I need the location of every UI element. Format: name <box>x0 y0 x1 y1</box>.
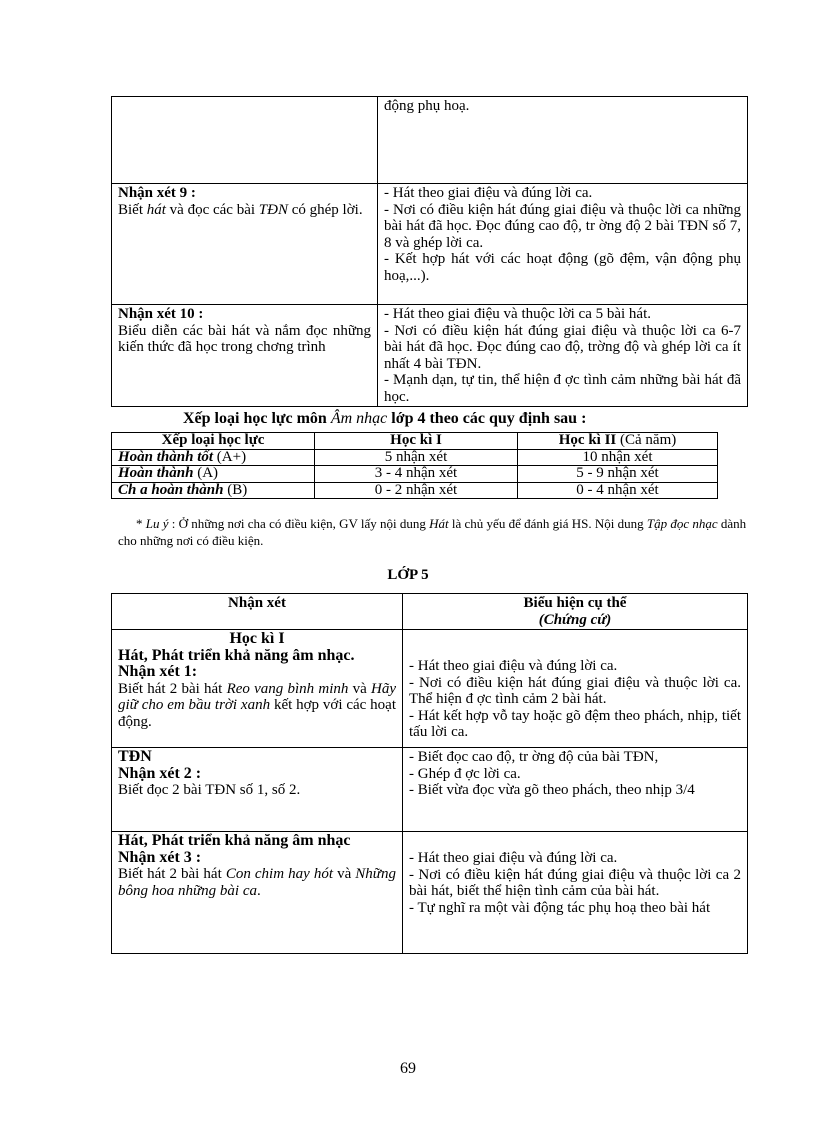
assessment-title: Nhận xét 1: <box>118 663 198 680</box>
grade-heading: LỚP 5 <box>387 567 429 583</box>
assessment-description: Biết hát và đọc các bài TĐN có ghép lời. <box>118 201 363 218</box>
criteria-text: - Nơi có điều kiện hát đúng giai điệu và thuộc lời ca. Thể hiện đ ợc tình cảm 2 bài hát. <box>409 674 741 707</box>
table-cell <box>378 305 748 407</box>
criteria-text: - Biết đọc cao độ, tr ờng độ của bài TĐN, <box>409 749 659 765</box>
assessment-title: Nhận xét 2 : <box>118 764 202 782</box>
table-cell: 0 - 2 nhận xét <box>315 482 518 499</box>
criteria-text: - Hát theo giai điệu và thuộc lời ca 5 bài hát. <box>384 306 652 322</box>
table-row <box>112 449 718 466</box>
table-row <box>112 97 748 184</box>
criteria-text: - Hát kết hợp vỗ tay hoặc gõ đệm theo phách, nhịp, tiết tấu lời ca. <box>409 707 741 740</box>
column-header: Nhận xét <box>112 594 403 630</box>
criteria-text: - Hát theo giai điệu và đúng lời ca. <box>384 185 593 201</box>
column-header: Học kì II (Cả năm) <box>518 433 718 450</box>
criteria-text: - Biết vừa đọc vừa gõ theo phách, theo nhịp 3/4 <box>409 782 695 798</box>
criteria-text: - Mạnh dạn, tự tin, thể hiện đ ợc tình cảm những bài hát đã học. <box>384 372 741 405</box>
table-row <box>112 184 748 305</box>
grading-heading: Xếp loại học lực môn Âm nhạc lớp 4 theo các quy định sau : <box>183 410 587 427</box>
table-row <box>112 748 748 832</box>
criteria-text: - Nơi có điều kiện hát đúng giai điệu và thuộc lời ca 6-7 bài hát đã học. Đọc đúng cao độ, trờng độ và ghép lời ca ít nhất 4 bài TĐN. <box>384 322 741 372</box>
table-row <box>112 630 748 748</box>
grading-table <box>111 432 718 499</box>
table-cell <box>403 832 748 954</box>
assessment-title: Nhận xét 3 : <box>118 848 202 866</box>
assessment-table-grade5 <box>111 593 748 954</box>
note-paragraph: * Lu ý : Ở những nơi cha có điều kiện, GV lấy nội dung Hát là chủ yếu để đánh giá HS. Nội dung Tập đọc nhạc dành cho những nơi có điều kiện. <box>118 516 747 548</box>
topic-title: Hát, Phát triển khả năng âm nhạc <box>118 832 351 849</box>
assessment-description: Biết hát 2 bài hát Con chim hay hót và Những bông hoa những bài ca. <box>118 866 396 899</box>
grade-label: Hoàn thành (A) <box>112 466 315 483</box>
table-row <box>112 482 718 499</box>
table-cell: 5 nhận xét <box>315 449 518 466</box>
topic-title: Hát, Phát triển khả năng âm nhạc. <box>118 646 355 664</box>
criteria-text: - Ghép đ ợc lời ca. <box>409 765 521 782</box>
grade-label: Ch a hoàn thành (B) <box>112 482 315 499</box>
column-header: Biểu hiện cụ thể (Chứng cứ) <box>403 594 748 630</box>
assessment-description: Biết đọc 2 bài TĐN số 1, số 2. <box>118 782 301 798</box>
table-row <box>112 305 748 407</box>
assessment-description: Biểu diễn các bài hát và nắm đọc những kiến thức đã học trong chơng trình <box>118 322 371 355</box>
table-header-row <box>112 594 748 630</box>
assessment-description: Biết hát 2 bài hát Reo vang bình minh và Hãy giữ cho em bầu trời xanh kết hợp với các hoạt động. <box>118 680 396 730</box>
column-header: Xếp loại học lực <box>112 433 315 450</box>
table-cell: 0 - 4 nhận xét <box>518 482 718 499</box>
grade-label: Hoàn thành tốt (A+) <box>112 449 315 466</box>
assessment-table-grade4 <box>111 96 748 407</box>
table-cell: 10 nhận xét <box>518 449 718 466</box>
criteria-text: - Nơi có điều kiện hát đúng giai điệu và thuộc lời ca 2 bài hát, biết thể hiện tình cảm của bài hát. <box>409 866 741 899</box>
table-cell: 3 - 4 nhận xét <box>315 466 518 483</box>
table-cell <box>112 832 403 954</box>
page-number: 69 <box>400 1060 416 1077</box>
table-cell <box>378 184 748 305</box>
table-cell <box>112 184 378 305</box>
table-cell: 5 - 9 nhận xét <box>518 466 718 483</box>
table-cell <box>112 305 378 407</box>
table-row <box>112 466 718 483</box>
assessment-title: Nhận xét 9 : <box>118 185 196 201</box>
table-cell <box>112 97 378 184</box>
criteria-text: - Hát theo giai điệu và đúng lời ca. <box>409 850 618 866</box>
topic-title: TĐN <box>118 748 152 765</box>
table-header-row <box>112 433 718 450</box>
criteria-text: động phụ hoạ. <box>384 98 470 114</box>
table-cell <box>403 630 748 748</box>
table-cell <box>112 748 403 832</box>
criteria-text: - Hát theo giai điệu và đúng lời ca. <box>409 658 618 674</box>
table-row <box>112 832 748 954</box>
criteria-text: - Nơi có điều kiện hát đúng giai điệu và thuộc lời ca những bài hát đã học. Đọc đúng cao độ, tr ờng độ 2 bài TĐN số 7, 8 và ghép lời ca. <box>384 201 741 251</box>
assessment-title: Nhận xét 10 : <box>118 306 204 322</box>
table-cell <box>403 748 748 832</box>
semester-label: Học kì I <box>229 630 285 647</box>
criteria-text: - Tự nghĩ ra một vài động tác phụ hoạ theo bài hát <box>409 899 711 916</box>
criteria-text: - Kết hợp hát với các hoạt động (gõ đệm, vận động phụ hoạ,...). <box>384 251 741 284</box>
table-cell <box>112 630 403 748</box>
table-cell <box>378 97 748 184</box>
column-header: Học kì I <box>315 433 518 450</box>
